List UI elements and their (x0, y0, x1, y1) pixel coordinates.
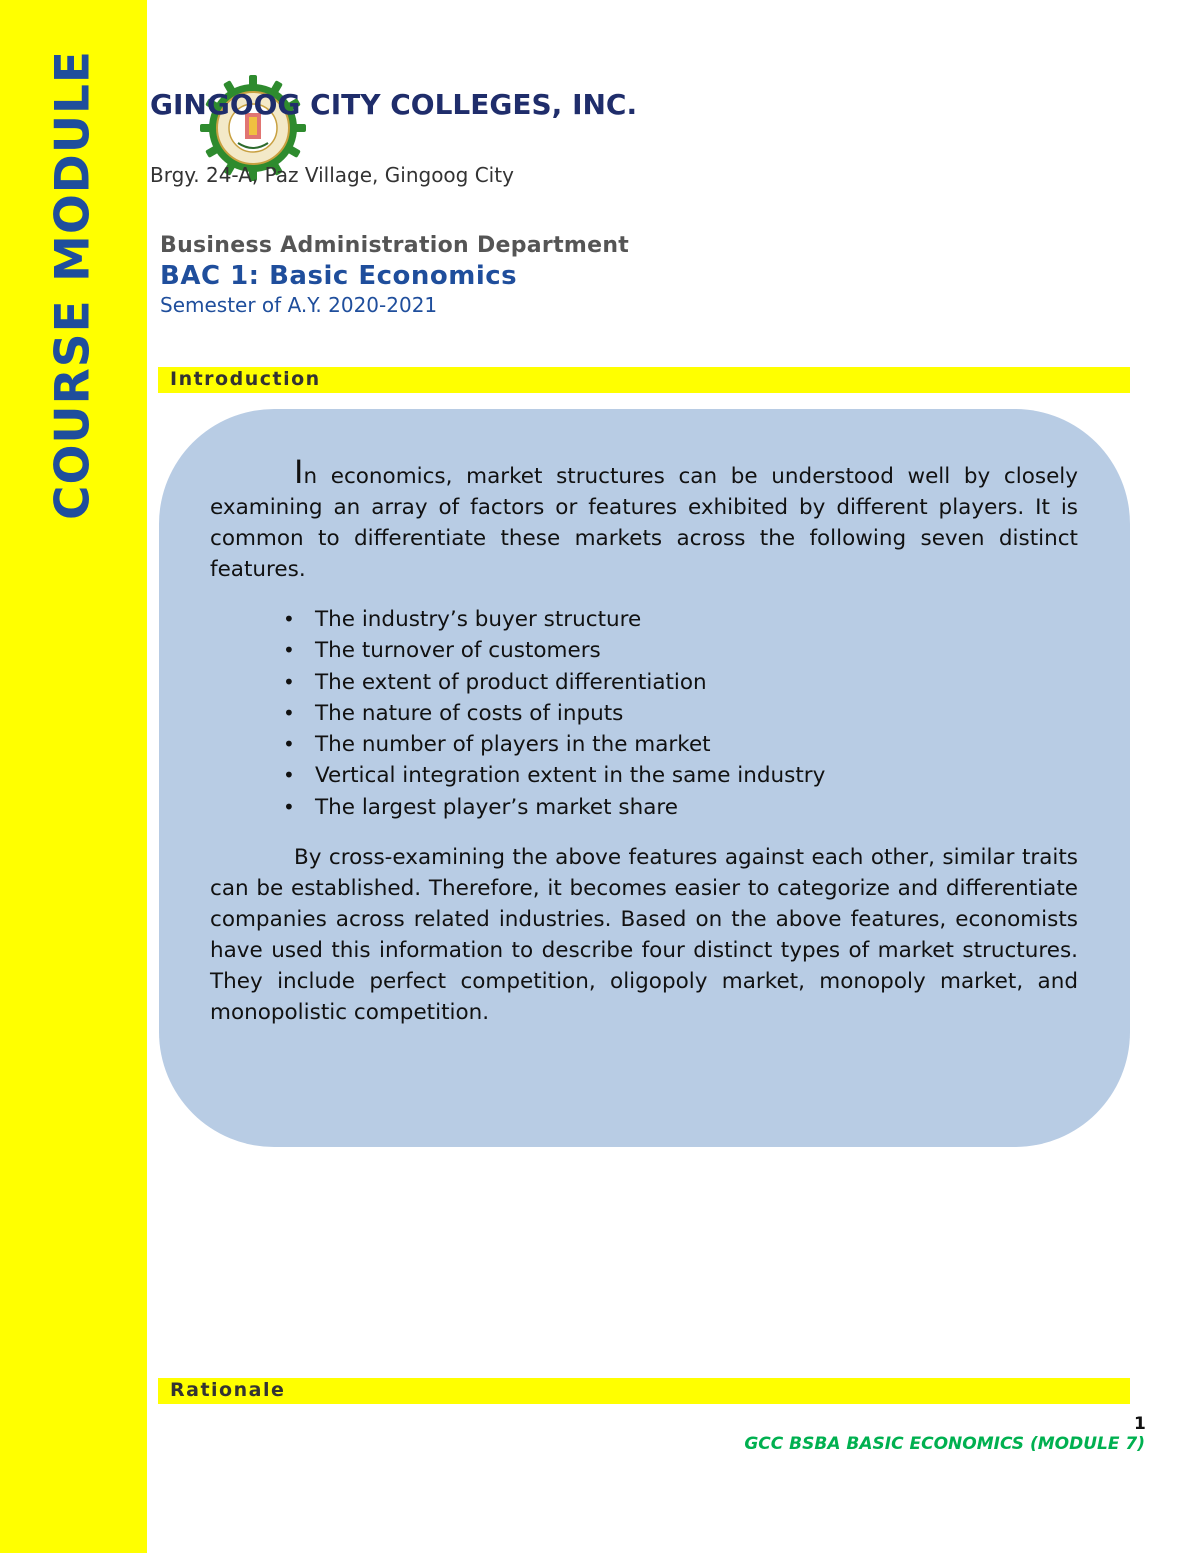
sidebar-title: COURSE MODULE (45, 49, 101, 521)
semester-label: Semester of A.Y. 2020-2021 (160, 293, 438, 317)
introduction-heading: Introduction (170, 368, 321, 390)
footer-module-label: GCC BSBA BASIC ECONOMICS (MODULE 7) (744, 1434, 1145, 1454)
sidebar (0, 0, 147, 1553)
rationale-section-header (158, 1378, 1130, 1404)
list-item: • The turnover of customers (283, 635, 1078, 666)
course-title: BAC 1: Basic Economics (160, 261, 518, 291)
bullet-icon: • (283, 669, 295, 694)
list-item: • The number of players in the market (283, 729, 1078, 760)
college-address: Brgy. 24-A, Paz Village, Gingoog City (150, 163, 514, 187)
bullet-icon: • (283, 732, 295, 757)
introduction-section-header (158, 367, 1130, 393)
drop-cap-letter: I (294, 453, 304, 491)
rationale-heading: Rationale (170, 1379, 286, 1401)
bullet-icon: • (283, 763, 295, 788)
bullet-icon: • (283, 794, 295, 819)
list-item: • The extent of product differentiation (283, 667, 1078, 698)
introduction-paragraph-2: By cross-examining the above features against each other, similar traits can be established. Therefore, it becomes easier to categorize and differentiate companies across related industries. Based on the above features, economists have used this information to describe four distinct types of market structures. They include perfect competition, oligopoly market, monopoly market, and monopolistic competition. (210, 845, 1078, 1026)
college-name: GINGOOG CITY COLLEGES, INC. (150, 88, 638, 121)
list-item: • The nature of costs of inputs (283, 698, 1078, 729)
introduction-text (210, 453, 1078, 1028)
feature-list (210, 604, 1078, 823)
list-item: • Vertical integration extent in the same industry (283, 760, 1078, 791)
bullet-icon: • (283, 607, 295, 631)
introduction-paragraph-1: In economics, market structures can be understood well by closely examining an array of factors or features exhibited by different players. It is common to differentiate these markets across the following seven distinct features. (210, 453, 1078, 582)
list-item: • The largest player’s market share (283, 792, 1078, 823)
bullet-icon: • (283, 700, 295, 725)
page-number: 1 (1134, 1414, 1146, 1434)
bullet-icon: • (283, 638, 295, 663)
department-name: Business Administration Department (160, 233, 630, 258)
introduction-panel (159, 409, 1130, 1147)
list-item: • The industry’s buyer structure (283, 604, 1078, 635)
